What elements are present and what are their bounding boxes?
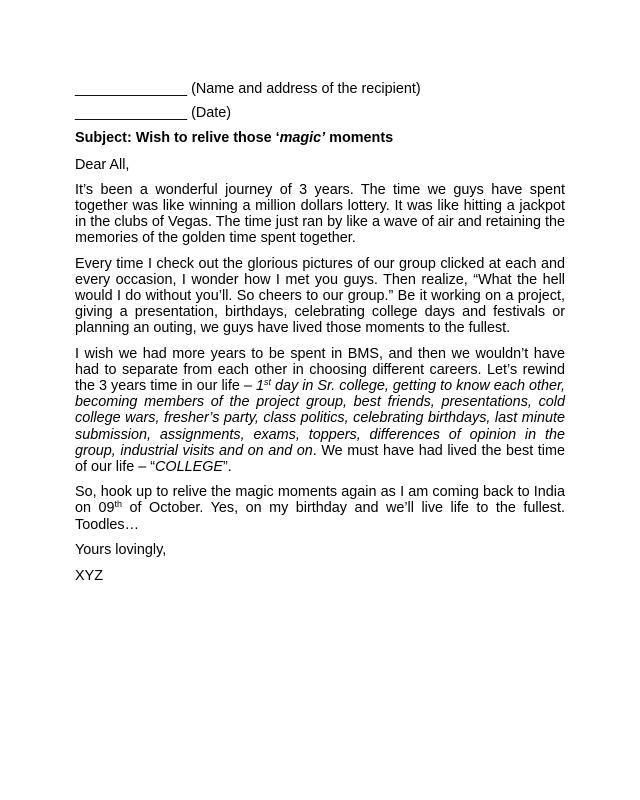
paragraph-4-rest: of October. Yes, on my birthday and we’ll live life to the fullest. Toodles… bbox=[75, 500, 565, 533]
ordinal-superscript: st bbox=[263, 377, 271, 388]
paragraph-3-intro: I wish we had more years to be spent in BMS, and then we wouldn’t have had to separate from each other in choosing different careers. Let’s rewind the 3 years time in our life – bbox=[75, 345, 565, 395]
paragraph-2: Every time I check out the glorious pictures of our group clicked at each and every occasion, I wonder how I met you guys. Then realize, “What the hell would I do without you’ll. So cheers to our group.” Be it working on a project, giving a presentation, birthdays, celebrating college days and festivals or planning an outing, we guys have lived those moments to the fullest. bbox=[75, 255, 565, 337]
letter bbox=[75, 81, 565, 584]
paragraph-1: It’s been a wonderful journey of 3 years. The time we guys have spent together was like winning a million dollars lottery. It was like hitting a jackpot in the clubs of Vegas. The time just ran by like a wave of air and retaining the memories of the golden time spent together. bbox=[75, 181, 565, 247]
salutation: Dear All, bbox=[75, 156, 130, 173]
date-blank: ______________ bbox=[75, 105, 188, 122]
paragraph-3-middle: . We must have had lived the best time of our life – “ bbox=[75, 442, 565, 476]
subject-suffix: moments bbox=[325, 130, 394, 147]
paragraph-4-intro: So, hook up to relive the magic moments again as I am coming back to India on 09 bbox=[75, 484, 565, 517]
recipient-line bbox=[75, 81, 565, 97]
subject-line bbox=[75, 130, 565, 146]
date-superscript: th bbox=[114, 499, 123, 510]
date-label: (Date) bbox=[191, 105, 232, 122]
paragraph-4 bbox=[75, 484, 565, 533]
subject-emphasis: magic’ bbox=[279, 130, 326, 147]
closing: Yours lovingly, bbox=[75, 541, 167, 558]
recipient-label: (Name and address of the recipient) bbox=[191, 81, 421, 97]
college-word: COLLEGE bbox=[155, 459, 223, 476]
signature: XYZ bbox=[75, 568, 103, 585]
recipient-blank: ______________ bbox=[75, 81, 188, 97]
memories-list: day in Sr. college, getting to know each other, becoming members of the project group, best friends, presentations, cold college wars, fresher’s party, class politics, celebrating birthdays, last minute submission, assignments, exams, toppers, differences of opinion in the group, industrial visits and on and on bbox=[75, 378, 565, 459]
date-line bbox=[75, 105, 565, 121]
paragraph-3 bbox=[75, 346, 565, 476]
paragraph-3-end: ”. bbox=[222, 459, 232, 476]
subject-prefix: Subject: Wish to relive those ‘ bbox=[75, 130, 280, 147]
ordinal-number: 1 bbox=[255, 378, 264, 395]
